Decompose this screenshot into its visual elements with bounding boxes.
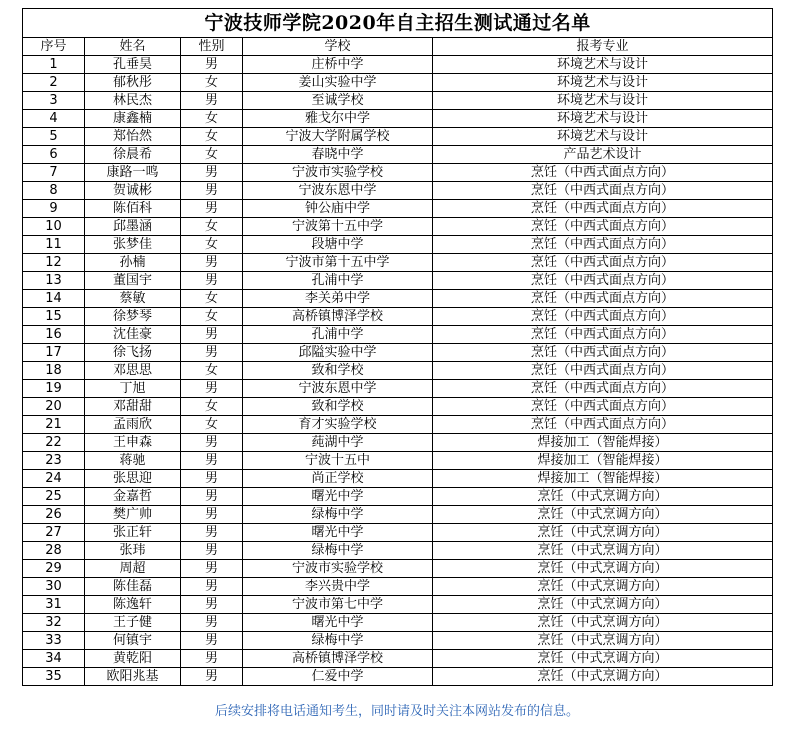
table-row: [23, 452, 773, 470]
cell-gender: 男: [181, 344, 243, 362]
cell-major: 环境艺术与设计: [433, 128, 773, 146]
cell-major: 烹饪（中西式面点方向）: [433, 344, 773, 362]
table-row: [23, 92, 773, 110]
cell-major: 烹饪（中西式面点方向）: [433, 272, 773, 290]
cell-index: 4: [23, 110, 85, 128]
cell-school: 孔浦中学: [243, 272, 433, 290]
cell-school: 春晓中学: [243, 146, 433, 164]
cell-name: 孙楠: [85, 254, 181, 272]
cell-name: 王子健: [85, 614, 181, 632]
cell-school: 仁爱中学: [243, 668, 433, 686]
cell-name: 蒋驰: [85, 452, 181, 470]
table-row: [23, 254, 773, 272]
cell-index: 6: [23, 146, 85, 164]
cell-school: 宁波市实验学校: [243, 560, 433, 578]
cell-name: 黄乾阳: [85, 650, 181, 668]
cell-index: 28: [23, 542, 85, 560]
cell-gender: 男: [181, 164, 243, 182]
cell-school: 高桥镇博泽学校: [243, 308, 433, 326]
cell-index: 3: [23, 92, 85, 110]
cell-index: 27: [23, 524, 85, 542]
header-row: [23, 38, 773, 56]
cell-school: 绿梅中学: [243, 506, 433, 524]
table-row: [23, 74, 773, 92]
cell-gender: 女: [181, 308, 243, 326]
cell-major: 烹饪（中西式面点方向）: [433, 164, 773, 182]
cell-school: 李关弟中学: [243, 290, 433, 308]
footer-notice: 后续安排将电话通知考生，同时请及时关注本网站发布的信息。: [214, 704, 579, 719]
cell-gender: 男: [181, 632, 243, 650]
cell-gender: 男: [181, 488, 243, 506]
cell-major: 烹饪（中式烹调方向）: [433, 506, 773, 524]
cell-school: 曙光中学: [243, 488, 433, 506]
table-row: [23, 182, 773, 200]
cell-school: 宁波大学附属学校: [243, 128, 433, 146]
table-row: [23, 308, 773, 326]
cell-major: 环境艺术与设计: [433, 74, 773, 92]
cell-major: 烹饪（中式烹调方向）: [433, 632, 773, 650]
cell-gender: 女: [181, 218, 243, 236]
cell-school: 莼湖中学: [243, 434, 433, 452]
cell-name: 周超: [85, 560, 181, 578]
cell-name: 沈佳豪: [85, 326, 181, 344]
cell-index: 11: [23, 236, 85, 254]
cell-gender: 男: [181, 434, 243, 452]
cell-major: 烹饪（中式烹调方向）: [433, 560, 773, 578]
cell-index: 15: [23, 308, 85, 326]
cell-index: 20: [23, 398, 85, 416]
cell-name: 邓思思: [85, 362, 181, 380]
cell-name: 张玮: [85, 542, 181, 560]
cell-name: 贺诚彬: [85, 182, 181, 200]
cell-major: 烹饪（中西式面点方向）: [433, 182, 773, 200]
cell-name: 樊广帅: [85, 506, 181, 524]
cell-school: 致和学校: [243, 362, 433, 380]
cell-gender: 男: [181, 254, 243, 272]
cell-school: 尚正学校: [243, 470, 433, 488]
cell-gender: 男: [181, 596, 243, 614]
cell-major: 产品艺术设计: [433, 146, 773, 164]
table-row: [23, 614, 773, 632]
cell-school: 高桥镇博泽学校: [243, 650, 433, 668]
cell-gender: 男: [181, 470, 243, 488]
table-row: [23, 434, 773, 452]
table-row: [23, 542, 773, 560]
cell-gender: 女: [181, 74, 243, 92]
table-row: [23, 344, 773, 362]
cell-major: 烹饪（中式烹调方向）: [433, 650, 773, 668]
cell-gender: 男: [181, 524, 243, 542]
cell-index: 1: [23, 56, 85, 74]
cell-school: 曙光中学: [243, 614, 433, 632]
cell-name: 陈佳磊: [85, 578, 181, 596]
cell-school: 绿梅中学: [243, 542, 433, 560]
cell-gender: 男: [181, 272, 243, 290]
cell-name: 张思迎: [85, 470, 181, 488]
cell-gender: 女: [181, 236, 243, 254]
cell-major: 烹饪（中式烹调方向）: [433, 578, 773, 596]
cell-index: 2: [23, 74, 85, 92]
cell-school: 宁波东恩中学: [243, 182, 433, 200]
cell-name: 金嘉哲: [85, 488, 181, 506]
cell-major: 烹饪（中西式面点方向）: [433, 290, 773, 308]
table-row: [23, 164, 773, 182]
table-row: [23, 218, 773, 236]
admission-list: [22, 8, 772, 686]
cell-major: 烹饪（中西式面点方向）: [433, 398, 773, 416]
cell-gender: 男: [181, 542, 243, 560]
cell-major: 烹饪（中式烹调方向）: [433, 524, 773, 542]
header-major: 报考专业: [433, 38, 773, 56]
cell-major: 烹饪（中式烹调方向）: [433, 668, 773, 686]
cell-index: 5: [23, 128, 85, 146]
cell-major: 烹饪（中式烹调方向）: [433, 488, 773, 506]
table-row: [23, 398, 773, 416]
cell-name: 孔垂昊: [85, 56, 181, 74]
table-row: [23, 524, 773, 542]
header-school: 学校: [243, 38, 433, 56]
cell-name: 康鑫楠: [85, 110, 181, 128]
table-row: [23, 128, 773, 146]
table-row: [23, 632, 773, 650]
table-row: [23, 416, 773, 434]
cell-index: 30: [23, 578, 85, 596]
cell-gender: 男: [181, 380, 243, 398]
cell-school: 至诚学校: [243, 92, 433, 110]
table-body: [23, 56, 773, 686]
cell-name: 陈逸轩: [85, 596, 181, 614]
cell-index: 31: [23, 596, 85, 614]
cell-gender: 女: [181, 398, 243, 416]
cell-gender: 女: [181, 128, 243, 146]
table-row: [23, 380, 773, 398]
cell-index: 13: [23, 272, 85, 290]
cell-gender: 女: [181, 362, 243, 380]
cell-school: 钟公庙中学: [243, 200, 433, 218]
cell-name: 蔡敏: [85, 290, 181, 308]
table-row: [23, 506, 773, 524]
cell-school: 育才实验学校: [243, 416, 433, 434]
cell-school: 宁波市实验学校: [243, 164, 433, 182]
cell-gender: 男: [181, 578, 243, 596]
cell-index: 9: [23, 200, 85, 218]
cell-gender: 男: [181, 650, 243, 668]
cell-school: 孔浦中学: [243, 326, 433, 344]
cell-index: 18: [23, 362, 85, 380]
cell-major: 烹饪（中西式面点方向）: [433, 326, 773, 344]
cell-gender: 女: [181, 146, 243, 164]
cell-name: 张正轩: [85, 524, 181, 542]
table-row: [23, 488, 773, 506]
title-row: [23, 9, 773, 38]
cell-index: 22: [23, 434, 85, 452]
cell-name: 郑怡然: [85, 128, 181, 146]
cell-index: 23: [23, 452, 85, 470]
cell-name: 丁旭: [85, 380, 181, 398]
cell-major: 烹饪（中西式面点方向）: [433, 236, 773, 254]
cell-index: 16: [23, 326, 85, 344]
table-row: [23, 236, 773, 254]
cell-school: 宁波市第七中学: [243, 596, 433, 614]
table-row: [23, 110, 773, 128]
table-row: [23, 560, 773, 578]
cell-name: 郁秋彤: [85, 74, 181, 92]
cell-major: 烹饪（中式烹调方向）: [433, 596, 773, 614]
cell-major: 烹饪（中西式面点方向）: [433, 254, 773, 272]
cell-name: 欧阳兆基: [85, 668, 181, 686]
cell-index: 24: [23, 470, 85, 488]
cell-school: 绿梅中学: [243, 632, 433, 650]
table-row: [23, 650, 773, 668]
cell-gender: 男: [181, 92, 243, 110]
table-row: [23, 596, 773, 614]
cell-name: 康路一鸣: [85, 164, 181, 182]
cell-major: 焊接加工（智能焊接）: [433, 470, 773, 488]
cell-index: 21: [23, 416, 85, 434]
cell-gender: 男: [181, 668, 243, 686]
cell-index: 19: [23, 380, 85, 398]
cell-index: 32: [23, 614, 85, 632]
cell-major: 烹饪（中式烹调方向）: [433, 614, 773, 632]
admission-table: [22, 8, 773, 686]
cell-gender: 男: [181, 560, 243, 578]
cell-name: 王申森: [85, 434, 181, 452]
cell-name: 邓甜甜: [85, 398, 181, 416]
cell-name: 徐梦琴: [85, 308, 181, 326]
cell-school: 曙光中学: [243, 524, 433, 542]
table-row: [23, 290, 773, 308]
cell-index: 33: [23, 632, 85, 650]
cell-major: 烹饪（中西式面点方向）: [433, 362, 773, 380]
cell-index: 34: [23, 650, 85, 668]
cell-index: 17: [23, 344, 85, 362]
cell-school: 致和学校: [243, 398, 433, 416]
cell-name: 孟雨欣: [85, 416, 181, 434]
cell-gender: 女: [181, 110, 243, 128]
table-row: [23, 326, 773, 344]
cell-gender: 女: [181, 290, 243, 308]
cell-school: 宁波第十五中学: [243, 218, 433, 236]
cell-index: 26: [23, 506, 85, 524]
header-name: 姓名: [85, 38, 181, 56]
cell-index: 8: [23, 182, 85, 200]
cell-major: 烹饪（中西式面点方向）: [433, 308, 773, 326]
cell-gender: 男: [181, 614, 243, 632]
cell-major: 焊接加工（智能焊接）: [433, 434, 773, 452]
table-row: [23, 272, 773, 290]
cell-index: 14: [23, 290, 85, 308]
cell-school: 姜山实验中学: [243, 74, 433, 92]
cell-name: 陈佰科: [85, 200, 181, 218]
cell-school: 宁波东恩中学: [243, 380, 433, 398]
header-index: 序号: [23, 38, 85, 56]
cell-name: 张梦佳: [85, 236, 181, 254]
cell-index: 29: [23, 560, 85, 578]
cell-major: 烹饪（中西式面点方向）: [433, 416, 773, 434]
cell-major: 环境艺术与设计: [433, 110, 773, 128]
cell-major: 烹饪（中式烹调方向）: [433, 542, 773, 560]
table-row: [23, 56, 773, 74]
cell-major: 焊接加工（智能焊接）: [433, 452, 773, 470]
cell-school: 雅戈尔中学: [243, 110, 433, 128]
cell-major: 环境艺术与设计: [433, 56, 773, 74]
cell-index: 25: [23, 488, 85, 506]
cell-name: 徐飞扬: [85, 344, 181, 362]
table-row: [23, 668, 773, 686]
cell-index: 10: [23, 218, 85, 236]
table-row: [23, 362, 773, 380]
table-row: [23, 578, 773, 596]
cell-name: 林民杰: [85, 92, 181, 110]
cell-gender: 男: [181, 452, 243, 470]
page-title: 宁波技师学院2020年自主招生测试通过名单: [23, 9, 773, 38]
cell-index: 7: [23, 164, 85, 182]
cell-school: 李兴贵中学: [243, 578, 433, 596]
cell-major: 烹饪（中西式面点方向）: [433, 380, 773, 398]
cell-school: 段塘中学: [243, 236, 433, 254]
cell-school: 邱隘实验中学: [243, 344, 433, 362]
cell-index: 12: [23, 254, 85, 272]
cell-gender: 男: [181, 326, 243, 344]
cell-gender: 男: [181, 200, 243, 218]
cell-school: 宁波十五中: [243, 452, 433, 470]
header-gender: 性别: [181, 38, 243, 56]
cell-gender: 男: [181, 56, 243, 74]
cell-school: 庄桥中学: [243, 56, 433, 74]
cell-major: 烹饪（中西式面点方向）: [433, 218, 773, 236]
table-row: [23, 200, 773, 218]
cell-school: 宁波市第十五中学: [243, 254, 433, 272]
cell-index: 35: [23, 668, 85, 686]
cell-major: 环境艺术与设计: [433, 92, 773, 110]
cell-major: 烹饪（中西式面点方向）: [433, 200, 773, 218]
cell-name: 董国宇: [85, 272, 181, 290]
cell-gender: 男: [181, 182, 243, 200]
cell-name: 邱墨涵: [85, 218, 181, 236]
table-row: [23, 470, 773, 488]
table-row: [23, 146, 773, 164]
cell-gender: 女: [181, 416, 243, 434]
cell-name: 徐晨希: [85, 146, 181, 164]
cell-gender: 男: [181, 506, 243, 524]
cell-name: 何镇宇: [85, 632, 181, 650]
